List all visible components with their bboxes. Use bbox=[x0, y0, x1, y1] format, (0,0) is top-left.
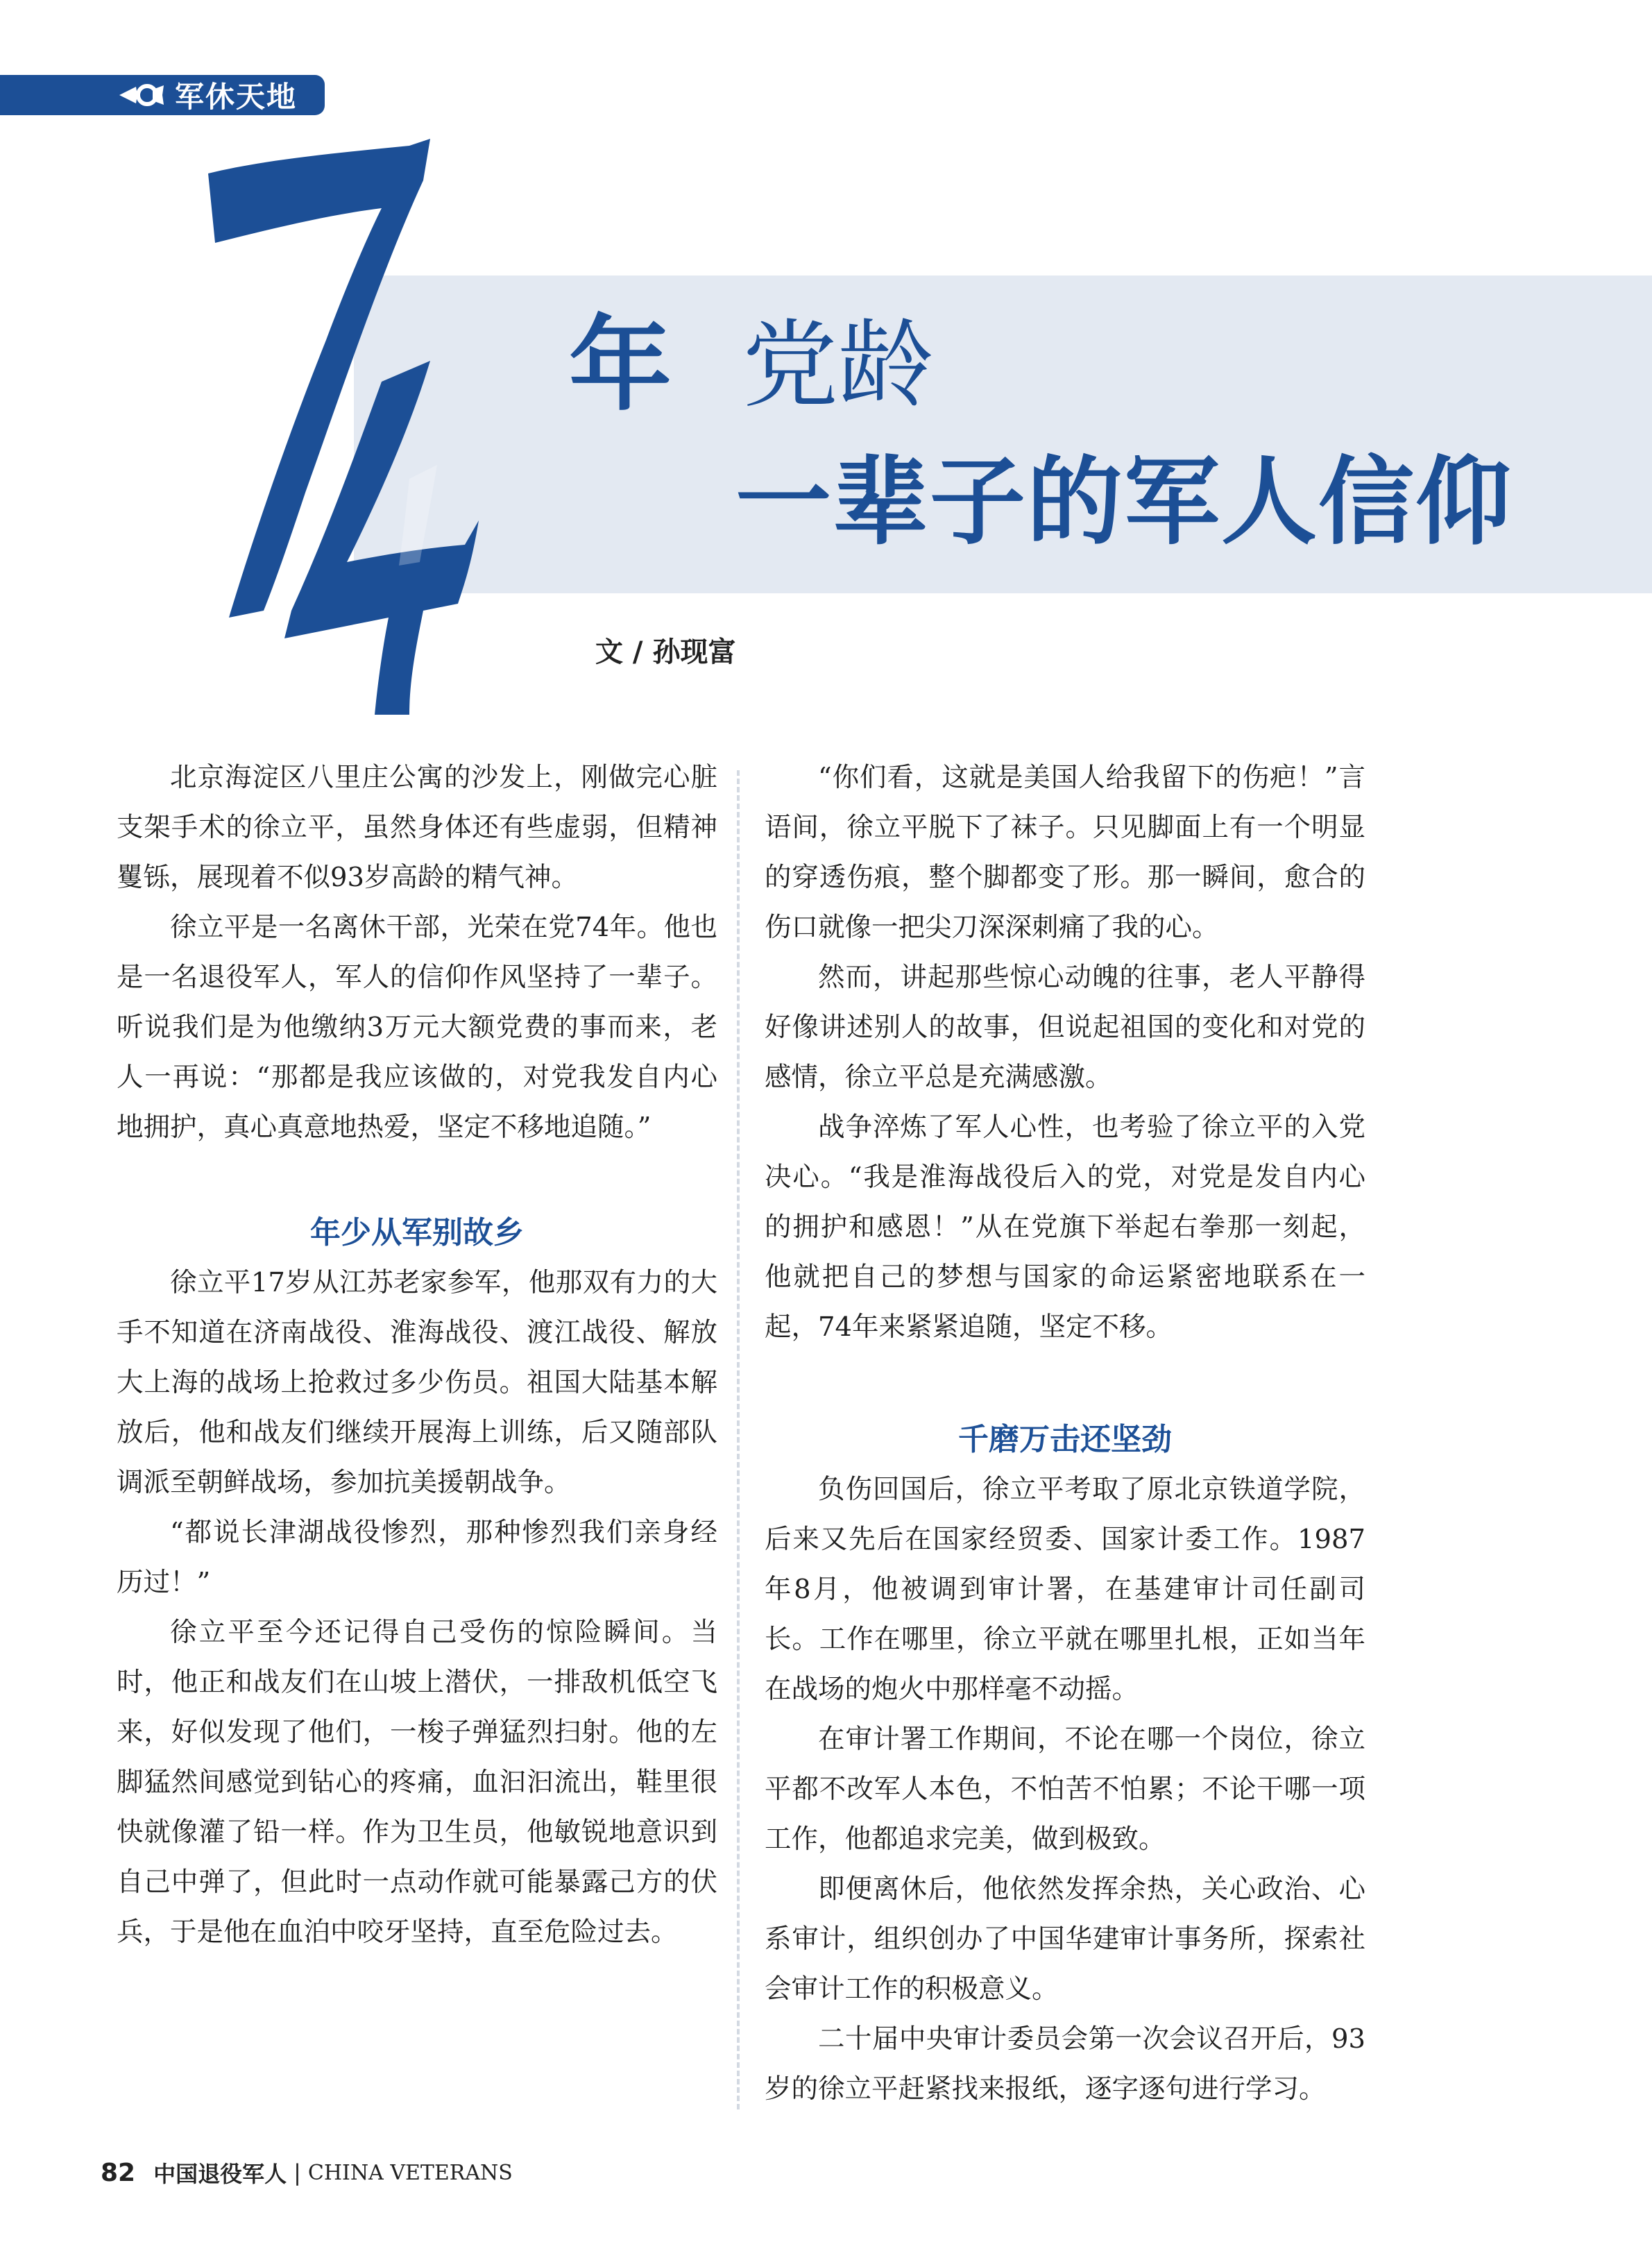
magazine-name-cn: 中国退役军人 bbox=[153, 2161, 287, 2187]
big-number-text: 74 bbox=[201, 121, 216, 135]
paragraph: 即便离休后，他依然发挥余热，关心政治、心系审计，组织创办了中国华建审计事务所，探索社会审计工作的积极意义。 bbox=[765, 1874, 1365, 2005]
section-tag bbox=[0, 75, 325, 115]
paragraph: 徐立平17岁从江苏老家参军，他那双有力的大手不知道在济南战役、淮海战役、渡江战役、解放大上海的战场上抢救过多少伤员。祖国大陆基本解放后，他和战友们继续开展海上训练，后又随部队调派至朝鲜战场，参加抗美援朝战争。 bbox=[117, 1267, 717, 1498]
byline: 文 / 孙现富 bbox=[595, 636, 736, 668]
paragraph: 在审计署工作期间，不论在哪一个岗位，徐立平都不改军人本色，不怕苦不怕累；不论干哪一项工作，他都追求完美，做到极致。 bbox=[765, 1724, 1365, 1855]
page-footer bbox=[101, 2157, 513, 2189]
paragraph: 北京海淀区八里庄公寓的沙发上，刚做完心脏支架手术的徐立平，虽然身体还有些虚弱，但精神矍铄，展现着不似93岁高龄的精气神。 bbox=[117, 762, 717, 893]
section-heading: 年少从军别故乡 bbox=[310, 1215, 524, 1250]
paragraph: 徐立平至今还记得自己受伤的惊险瞬间。当时，他正和战友们在山坡上潜伏，一排敌机低空飞来，好似发现了他们，一梭子弹猛烈扫射。他的左脚猛然间感觉到钻心的疼痛，血汩汩流出，鞋里很快就像灌了铅一样。作为卫生员，他敏锐地意识到自己中弹了，但此时一点动作就可能暴露己方的伏兵，于是他在血泊中咬牙坚持，直至危险过去。 bbox=[117, 1617, 717, 1948]
right-column bbox=[765, 753, 1365, 2114]
military-emblem-icon bbox=[117, 81, 165, 109]
section-heading: 千磨万击还坚劲 bbox=[958, 1422, 1172, 1457]
section-tag-label: 军休天地 bbox=[175, 80, 298, 114]
paragraph: 二十届中央审计委员会第一次会议召开后，93岁的徐立平赶紧找来报纸，逐字逐句进行学习。 bbox=[765, 2023, 1365, 2105]
magazine-name-en: CHINA VETERANS bbox=[307, 2160, 513, 2185]
column-divider bbox=[737, 770, 740, 2109]
paragraph: 负伤回国后，徐立平考取了原北京铁道学院，后来又先后在国家经贸委、国家计委工作。1987年8月，他被调到审计署，在基建审计司任副司长。工作在哪里，徐立平就在哪里扎根，正如当年在战场的炮火中那样毫不动摇。 bbox=[765, 1474, 1365, 1705]
footer-separator: | bbox=[293, 2159, 301, 2186]
heading-spacer bbox=[117, 1153, 717, 1208]
paragraph: 然而，讲起那些惊心动魄的往事，老人平静得好像讲述别人的故事，但说起祖国的变化和对党的感情，徐立平总是充满感激。 bbox=[765, 962, 1365, 1093]
title-nian: 年 bbox=[569, 305, 672, 425]
heading-spacer bbox=[765, 1352, 1365, 1415]
title-line1: 党龄 bbox=[742, 309, 935, 421]
left-column bbox=[117, 753, 717, 1957]
big-number-74 bbox=[201, 121, 493, 722]
paragraph: “都说长津湖战役惨烈，那种惨烈我们亲身经历过！” bbox=[117, 1517, 717, 1598]
paragraph: 徐立平是一名离休干部，光荣在党74年。他也是一名退役军人，军人的信仰作风坚持了一辈子。听说我们是为他缴纳3万元大额党费的事而来，老人一再说：“那都是我应该做的，对党我发自内心地拥护，真心真意地热爱，坚定不移地追随。” bbox=[117, 912, 717, 1143]
paragraph: “你们看，这就是美国人给我留下的伤疤！”言语间，徐立平脱下了袜子。只见脚面上有一个明显的穿透伤痕，整个脚都变了形。那一瞬间，愈合的伤口就像一把尖刀深深刺痛了我的心。 bbox=[765, 762, 1365, 943]
page-number: 82 bbox=[101, 2158, 136, 2187]
title-line2: 一辈子的军人信仰 bbox=[735, 446, 1513, 558]
paragraph: 战争淬炼了军人心性，也考验了徐立平的入党决心。“我是淮海战役后入的党，对党是发自内心的拥护和感恩！”从在党旗下举起右拳那一刻起，他就把自己的梦想与国家的命运紧密地联系在一起，74年来紧紧追随，坚定不移。 bbox=[765, 1112, 1365, 1343]
